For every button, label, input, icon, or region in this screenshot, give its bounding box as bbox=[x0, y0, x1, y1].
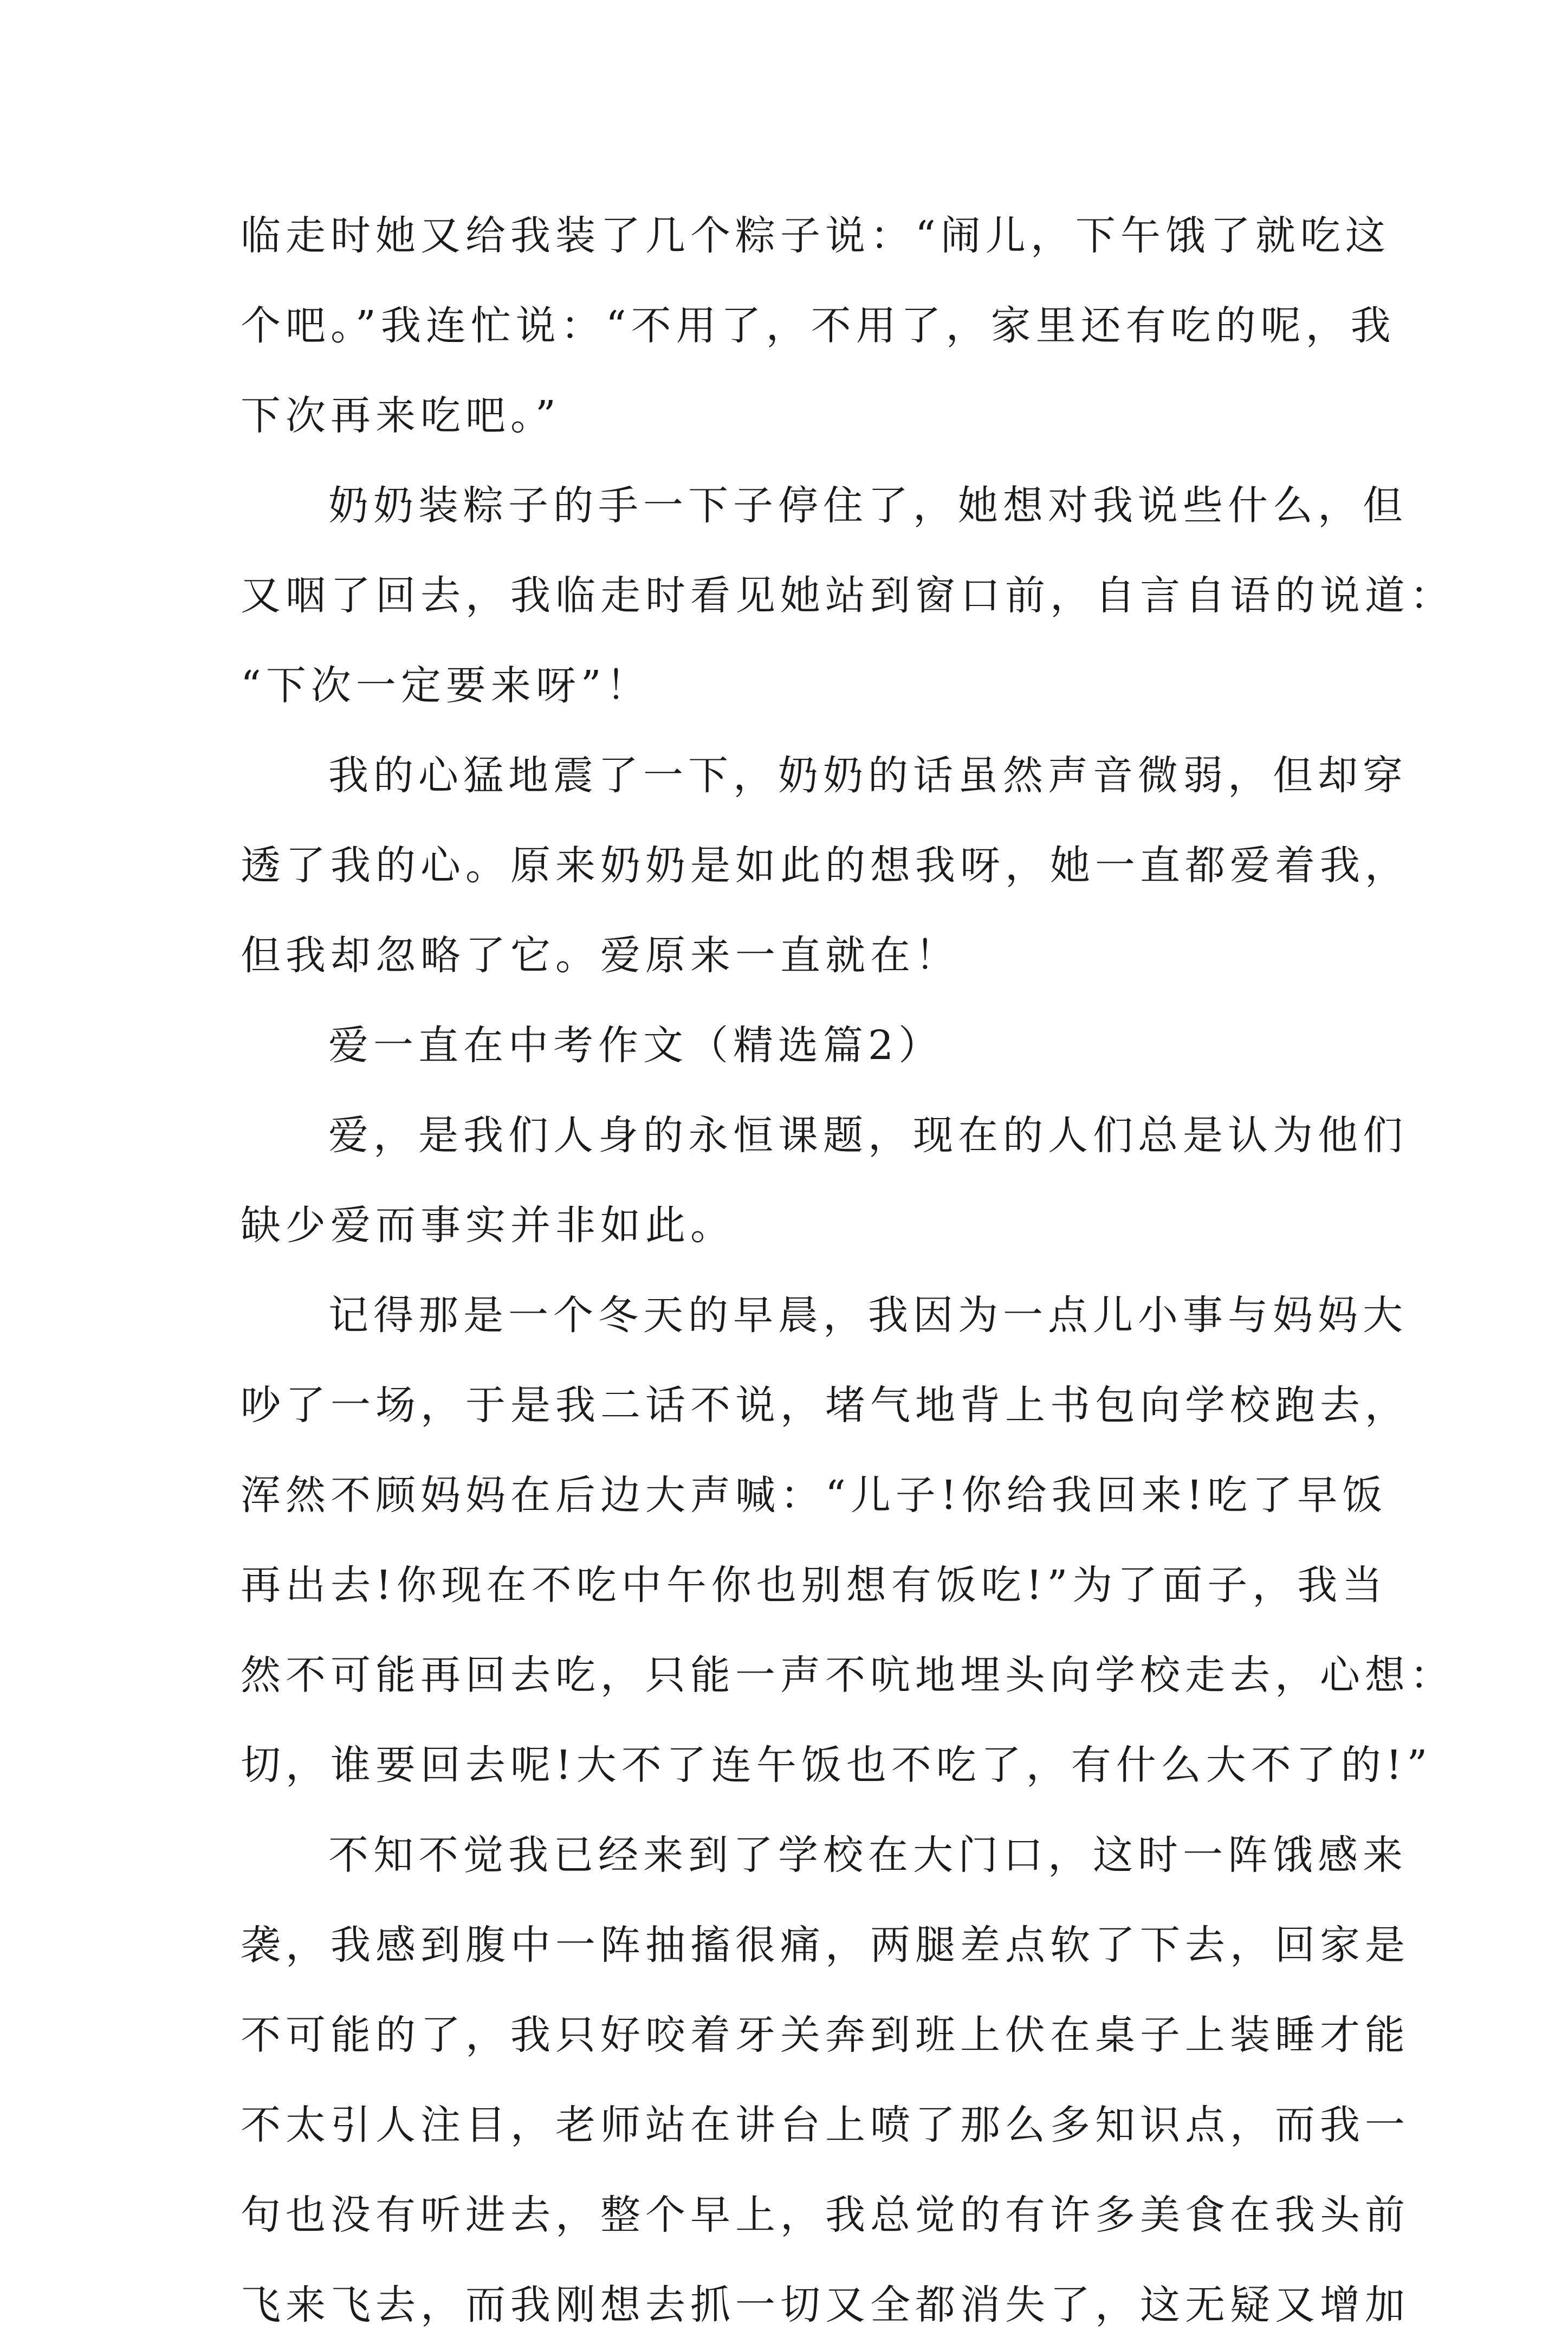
text-line: 袭，我感到腹中一阵抽搐很痛，两腿差点软了下去，回家是 bbox=[241, 1922, 1410, 1968]
text-line: 但我却忽略了它。爱原来一直就在！ bbox=[241, 932, 960, 979]
text-line: 缺少爱而事实并非如此。 bbox=[241, 1202, 735, 1249]
text-line: 奶奶装粽子的手一下子停住了，她想对我说些什么，但 bbox=[328, 482, 1408, 529]
text-line: 浑然不顾妈妈在后边大声喊：“儿子!你给我回来!吃了早饭 bbox=[241, 1472, 1388, 1519]
text-line: 不可能的了，我只好咬着牙关奔到班上伏在桌子上装睡才能 bbox=[241, 2012, 1410, 2058]
text-line: 不知不觉我已经来到了学校在大门口，这时一阵饿感来 bbox=[328, 1832, 1408, 1878]
text-line: 下次再来吃吧。” bbox=[241, 392, 561, 439]
text-line: 爱，是我们人身的永恒课题，现在的人们总是认为他们 bbox=[328, 1112, 1408, 1159]
text-line: 再出去!你现在不吃中午你也别想有饭吃!”为了面子，我当 bbox=[241, 1562, 1388, 1609]
text-line: 个吧。”我连忙说：“不用了，不用了，家里还有吃的呢，我 bbox=[241, 302, 1396, 349]
text-line: 句也没有听进去，整个早上，我总觉的有许多美食在我头前 bbox=[241, 2192, 1410, 2238]
text-line: 又咽了回去，我临走时看见她站到窗口前，自言自语的说道： bbox=[241, 572, 1455, 619]
text-line: 透了我的心。原来奶奶是如此的想我呀，她一直都爱着我， bbox=[241, 842, 1410, 889]
text-line: “下次一定要来呀”！ bbox=[241, 662, 651, 709]
text-line: 我的心猛地震了一下，奶奶的话虽然声音微弱，但却穿 bbox=[328, 752, 1408, 799]
text-line: 飞来飞去，而我刚想去抓一切又全都消失了，这无疑又增加 bbox=[241, 2282, 1410, 2328]
text-line: 临走时她又给我装了几个粽子说：“闹儿，下午饿了就吃这 bbox=[241, 212, 1390, 259]
text-line: 切，谁要回去呢!大不了连午饭也不吃了，有什么大不了的!” bbox=[241, 1742, 1433, 1789]
text-line: 吵了一场，于是我二话不说，堵气地背上书包向学校跑去， bbox=[241, 1382, 1410, 1429]
text-line: 然不可能再回去吃，只能一声不吭地埋头向学校走去，心想： bbox=[241, 1652, 1455, 1699]
text-line: 记得那是一个冬天的早晨，我因为一点儿小事与妈妈大 bbox=[328, 1292, 1408, 1339]
text-line: 爱一直在中考作文（精选篇2） bbox=[328, 1022, 944, 1069]
text-line: 不太引人注目，老师站在讲台上喷了那么多知识点，而我一 bbox=[241, 2102, 1410, 2148]
document-body bbox=[241, 191, 1455, 2350]
